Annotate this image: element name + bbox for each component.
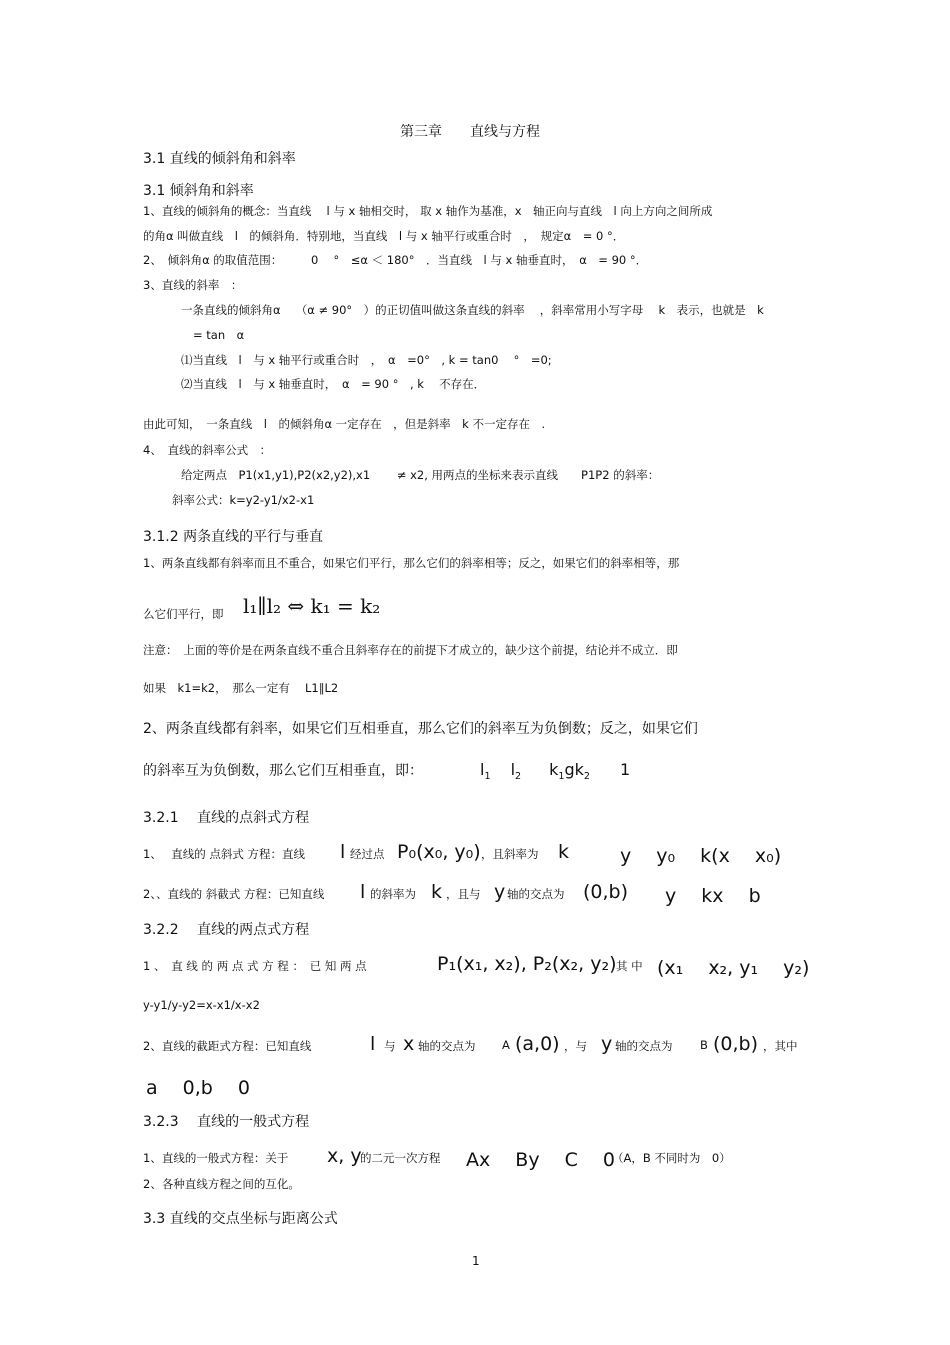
paragraph: 的角α 叫做直线 l 的倾斜角．特别地，当直线 l 与 x 轴平行或重合时 ， 规定α = 0 °． bbox=[143, 229, 625, 243]
paragraph: 与 bbox=[384, 1039, 396, 1053]
math-expression: x, y bbox=[327, 1145, 362, 1167]
paragraph: 轴的交点为 bbox=[507, 887, 565, 901]
point-label: B bbox=[700, 1038, 708, 1052]
math-expression: (0,b) bbox=[583, 881, 629, 903]
math-symbol: k bbox=[558, 841, 570, 863]
paragraph: ，与 bbox=[564, 1039, 587, 1053]
paragraph: 的斜率为 bbox=[370, 887, 416, 901]
general-equation: Ax By C 0 bbox=[466, 1149, 615, 1171]
section-heading: 3.2.1 直线的点斜式方程 bbox=[143, 810, 310, 826]
section-heading: 3.1.2 两条直线的平行与垂直 bbox=[143, 529, 324, 545]
math-symbol: l bbox=[360, 881, 366, 903]
line-symbol: l bbox=[480, 760, 485, 779]
paragraph: 的二元一次方程 bbox=[360, 1151, 441, 1165]
math-symbol: l bbox=[370, 1033, 376, 1055]
paragraph: 1、 直线的 点斜式 方程：直线 bbox=[143, 847, 306, 861]
paragraph: 给定两点 P1(x1,y1),P2(x2,y2),x1 ≠ x2, 用两点的坐标来表示直线 P1P2 的斜率： bbox=[181, 468, 660, 482]
paragraph: 轴的交点为 bbox=[615, 1039, 673, 1053]
value-one: 1 bbox=[620, 760, 631, 779]
paragraph: 其 中 bbox=[616, 959, 643, 973]
paragraph: ，且与 bbox=[446, 887, 481, 901]
paragraph: 1 、 直 线 的 两 点 式 方 程 ： 已 知 两 点 bbox=[143, 959, 367, 973]
formula-line: 斜率公式：k=y2-y1/x2-x1 bbox=[172, 493, 315, 507]
math-symbol: x bbox=[403, 1033, 415, 1055]
chapter-title bbox=[400, 121, 540, 141]
paragraph: 1、两条直线都有斜率而且不重合，如果它们平行，那么它们的斜率相等；反之，如果它们的斜率相等，那 bbox=[143, 556, 680, 570]
section-heading: 3.1 直线的倾斜角和斜率 bbox=[143, 151, 296, 167]
slope-intercept-equation: y kx b bbox=[665, 885, 761, 907]
paragraph: 注意： 上面的等价是在两条直线不重合且斜率存在的前提下才成立的，缺少这个前提，结论并不成立．即 bbox=[143, 643, 678, 657]
math-symbol: y bbox=[601, 1033, 613, 1055]
paragraph: 2、、直线的 斜截式 方程：已知直线 bbox=[143, 887, 325, 901]
math-symbol: l bbox=[340, 841, 346, 863]
chapter-number: 第三章 bbox=[400, 124, 442, 140]
paragraph: 由此可知， 一条直线 l 的倾斜角α 一定存在 ，但是斜率 k 不一定存在 . bbox=[143, 417, 546, 431]
paragraph: 经过点 bbox=[350, 847, 385, 861]
paragraph: 么它们平行，即 bbox=[143, 607, 224, 621]
point-slope-equation: y y₀ k(x x₀) bbox=[620, 845, 782, 867]
paragraph: 1、直线的一般式方程：关于 bbox=[143, 1151, 289, 1165]
paragraph: ⑴当直线 l 与 x 轴平行或重合时 ， α =0° , k = tan0 ° =0; bbox=[181, 353, 552, 367]
chapter-name: 直线与方程 bbox=[470, 124, 540, 140]
perpendicular-formula: $l_1$ $l_2$ $k_1gk_2$ 1 bbox=[480, 760, 631, 783]
slope-symbol: k bbox=[549, 760, 559, 779]
paragraph: ⑵当直线 l 与 x 轴垂直时， α = 90 ° , k 不存在． bbox=[181, 377, 486, 391]
math-expression: (0,b) bbox=[713, 1033, 759, 1055]
paragraph: 的斜率互为负倒数，那么它们互相垂直，即： bbox=[143, 763, 423, 779]
math-symbol: k bbox=[431, 881, 443, 903]
section-heading: 3.3 直线的交点坐标与距离公式 bbox=[143, 1211, 338, 1227]
paragraph: 如果 k1=k2， 那么一定有 L1∥L2 bbox=[143, 681, 339, 695]
math-expression: (x₁ x₂, y₁ y₂) bbox=[657, 957, 810, 979]
paragraph: 2、直线的截距式方程：已知直线 bbox=[143, 1039, 312, 1053]
paragraph: （A，B 不同时为 0） bbox=[612, 1151, 731, 1165]
math-expression: P₀(x₀, y₀) bbox=[397, 841, 481, 863]
point-label: A bbox=[502, 1038, 510, 1052]
paragraph: ，且斜率为 bbox=[481, 847, 539, 861]
section-heading: 3.2.2 直线的两点式方程 bbox=[143, 922, 310, 938]
paragraph: 2、各种直线方程之间的互化。 bbox=[143, 1177, 300, 1191]
math-expression: a 0,b 0 bbox=[146, 1077, 250, 1099]
paragraph: 轴的交点为 bbox=[418, 1039, 476, 1053]
paragraph: 1、直线的倾斜角的概念：当直线 l 与 x 轴相交时， 取 x 轴作为基准，x 轴正向与直线 l 向上方向之间所成 bbox=[143, 204, 713, 218]
paragraph: 2、 倾斜角α 的取值范围： 0 ° ≤α ＜ 180° ．当直线 l 与 x 轴垂直时， α = 90 °． bbox=[143, 253, 648, 267]
two-point-equation: y-y1/y-y2=x-x1/x-x2 bbox=[143, 998, 260, 1012]
paragraph: 4、 直线的斜率公式 ： bbox=[143, 443, 272, 457]
page-number: 1 bbox=[472, 1254, 480, 1268]
math-expression: P₁(x₁, x₂), P₂(x₂, y₂) bbox=[437, 953, 617, 975]
math-symbol: y bbox=[494, 881, 506, 903]
section-heading: 3.2.3 直线的一般式方程 bbox=[143, 1114, 310, 1130]
paragraph: = tan α bbox=[193, 328, 245, 342]
product-symbol: gk bbox=[564, 760, 584, 779]
paragraph: 3、直线的斜率 ： bbox=[143, 278, 243, 292]
section-heading: 3.1 倾斜角和斜率 bbox=[143, 183, 254, 199]
paragraph: 一条直线的倾斜角α （α ≠ 90° ）的正切值叫做这条直线的斜率 ，斜率常用小写字母 k 表示，也就是 k bbox=[181, 303, 764, 317]
parallel-formula: l₁∥l₂ ⇔ k₁ = k₂ bbox=[243, 594, 381, 618]
math-expression: (a,0) bbox=[515, 1033, 560, 1055]
paragraph: 2、两条直线都有斜率，如果它们互相垂直，那么它们的斜率互为负倒数；反之，如果它们 bbox=[143, 721, 698, 737]
line-symbol: l bbox=[510, 760, 516, 779]
paragraph: ，其中 bbox=[763, 1039, 798, 1053]
